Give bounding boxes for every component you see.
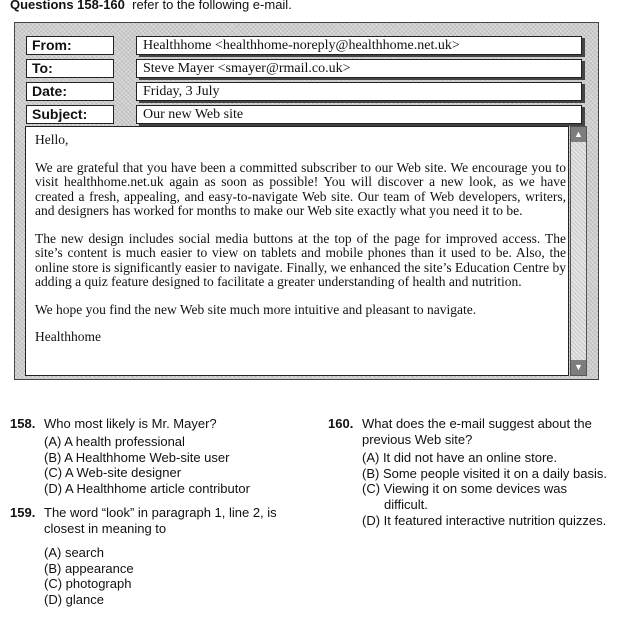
from-field: Healthhome <healthhome-noreply@healthhome.net.uk>: [136, 36, 582, 55]
questions-left-column: [10, 416, 310, 616]
email-paragraph-2: The new design includes social media buttons at the top of the page for improved access. The site’s content is much easier to view on tablets and mobile phones than it used to be. Also, the online store is significantly easier to navigate. Finally, we enhanced the site’s Education Centre by adding a quiz feature designed to facilitate a greater understanding of health and nutrition.: [35, 230, 566, 289]
email-window: [14, 22, 599, 380]
option-b: (B) A Healthhome Web-site user: [44, 449, 230, 465]
answer-options: [44, 434, 310, 497]
option-c: (C) photograph: [44, 576, 132, 592]
from-label: From:: [26, 36, 114, 55]
option-c: (C) A Web-site designer: [44, 465, 182, 481]
option-b: (B) appearance: [44, 560, 134, 576]
answer-options: [362, 450, 628, 529]
scroll-down-icon[interactable]: ▼: [571, 360, 586, 375]
email-greeting: Hello,: [35, 132, 69, 147]
option-a: (A) A health professional: [44, 434, 185, 449]
question-number: 159.: [10, 504, 36, 520]
email-paragraph-1: We are grateful that you have been a committed subscriber to our Web site. We encourage you to visit healthhome.net.uk again as soon as possible! You will discover a new look, as we have created a fresh, appealing, and easy-to-navigate Web site. Our team of Web developers, writers, and designers has worked for months to make our Web site exactly what you need it to be.: [35, 159, 566, 218]
question-number: 160.: [328, 416, 354, 431]
option-b: (B) Some people visited it on a daily basis.: [362, 465, 607, 481]
date-label: Date:: [26, 82, 114, 101]
question-text: The word “look” in paragraph 1, line 2, is closest in meaning to: [44, 504, 277, 536]
option-a: (A) search: [44, 544, 104, 560]
questions-instruction: refer to the following e-mail.: [132, 0, 292, 12]
option-a: (A) It did not have an online store.: [362, 450, 558, 465]
email-paragraph-3: We hope you find the new Web site much more intuitive and pleasant to navigate.: [35, 301, 477, 317]
option-d: (D) It featured interactive nutrition quizzes.: [362, 512, 607, 528]
question-text: Who most likely is Mr. Mayer?: [44, 416, 217, 431]
option-c: (C) Viewing it on some devices was difficult.: [362, 481, 567, 513]
email-body: [25, 126, 569, 376]
questions-header: [10, 0, 292, 12]
subject-field: Our new Web site: [136, 105, 582, 124]
email-scrollbar[interactable]: [570, 126, 587, 376]
questions-range: Questions 158-160: [10, 0, 125, 12]
question-number: 158.: [10, 416, 36, 431]
email-signature: Healthhome: [35, 329, 101, 344]
answer-options: [44, 545, 280, 608]
option-d: (D) A Healthhome article contributor: [44, 481, 250, 497]
to-field: Steve Mayer <smayer@rmail.co.uk>: [136, 59, 582, 78]
question-160: [328, 416, 628, 529]
questions-right-column: [328, 416, 628, 537]
scroll-up-icon[interactable]: ▲: [571, 127, 586, 142]
question-158: [10, 416, 310, 497]
subject-label: Subject:: [26, 105, 114, 124]
question-159: [10, 505, 280, 608]
to-label: To:: [26, 59, 114, 78]
option-d: (D) glance: [44, 591, 104, 607]
question-text: What does the e-mail suggest about the previous Web site?: [362, 416, 592, 447]
date-field: Friday, 3 July: [136, 82, 582, 101]
